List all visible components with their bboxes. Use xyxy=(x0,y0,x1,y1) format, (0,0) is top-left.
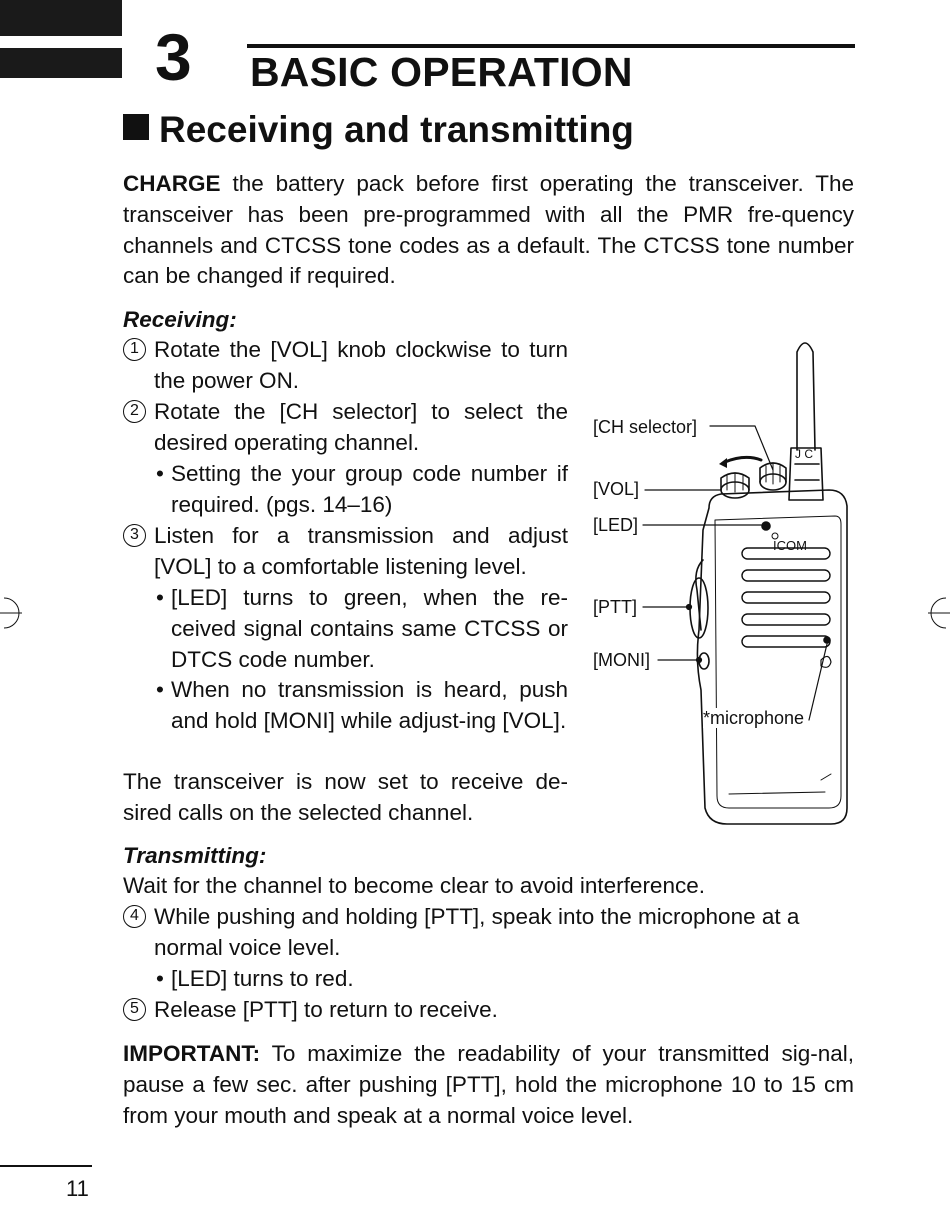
antenna-mark: J C xyxy=(795,447,813,461)
chapter-title: BASIC OPERATION xyxy=(250,49,633,95)
chapter-tab-bottom xyxy=(0,48,122,78)
transceiver-illustration xyxy=(585,330,875,830)
receiving-step-2 xyxy=(123,397,568,459)
receiving-heading: Receiving: xyxy=(123,307,237,332)
receiving-step-3 xyxy=(123,521,568,583)
intro-paragraph xyxy=(123,169,854,292)
important-label: IMPORTANT: xyxy=(123,1041,261,1066)
label-microphone: *microphone xyxy=(703,708,805,728)
section-title xyxy=(123,110,634,151)
antenna xyxy=(797,343,815,450)
transceiver-diagram xyxy=(585,330,875,830)
step-text: Rotate the [VOL] knob clockwise to turn the power ON. xyxy=(154,337,568,393)
chapter-rule xyxy=(247,44,855,48)
footer-rule xyxy=(0,1165,92,1167)
chapter-tab-top xyxy=(0,0,122,36)
transmitting-intro: Wait for the channel to become clear to avoid interference. xyxy=(123,873,705,898)
step-number: 1 xyxy=(123,338,146,361)
transmitting-bullet: • [LED] turns to red. xyxy=(156,964,854,995)
speaker-grille xyxy=(742,548,830,647)
receiving-bullet-2: • [LED] turns to green, when the re-ceived signal contains same CTCSS or DTCS code number. xyxy=(156,583,568,675)
step-number: 2 xyxy=(123,400,146,423)
step-number: 3 xyxy=(123,524,146,547)
page-number: 11 xyxy=(66,1176,89,1201)
step-text: Release [PTT] to return to receive. xyxy=(154,997,498,1022)
label-ch-selector: [CH selector] xyxy=(593,417,698,437)
important-text: To maximize the readability of your transmitted sig-nal, pause a few sec. after pushing [PTT], hold the microphone 10 to 15 cm from your mouth and speak at a normal voice level. xyxy=(123,1041,854,1128)
step-text: Listen for a transmission and adjust [VOL] to a comfortable listening level. xyxy=(154,523,568,579)
intro-text: the battery pack before first operating the transceiver. The transceiver has been pre-programmed with all the PMR fre-quency channels and CTCSS tone codes as a default. The CTCSS tone number can be changed if required. xyxy=(123,171,854,289)
bullet-text: When no transmission is heard, push and hold [MONI] while adjust-ing [VOL]. xyxy=(171,677,568,733)
leader-lines xyxy=(643,426,827,720)
bullet-text: [LED] turns to green, when the re-ceived signal contains same CTCSS or DTCS code number. xyxy=(171,585,568,672)
label-ptt: [PTT] xyxy=(593,597,637,617)
label-vol: [VOL] xyxy=(593,479,640,499)
transmitting-heading: Transmitting: xyxy=(123,843,267,868)
led-indicator xyxy=(762,522,770,530)
step-text: Rotate the [CH selector] to select the desired operating channel. xyxy=(154,399,568,455)
receiving-bullet-1: • Setting the your group code number if required. (pgs. 14–16) xyxy=(156,459,568,521)
registration-mark-left xyxy=(0,596,22,630)
step-text: While pushing and holding [PTT], speak into the microphone at a normal voice level. xyxy=(154,904,800,960)
chapter-number: 3 xyxy=(155,20,192,94)
bullet-text: [LED] turns to red. xyxy=(171,966,354,991)
step-number: 4 xyxy=(123,905,146,928)
section-title-text: Receiving and transmitting xyxy=(159,109,634,150)
transmitting-step-4 xyxy=(123,902,854,964)
important-note xyxy=(123,1039,854,1131)
receiving-closing: The transceiver is now set to receive de-sired calls on the selected channel. xyxy=(123,769,568,825)
microphone-hole xyxy=(824,637,830,643)
brand-logo: ICOM xyxy=(773,538,807,553)
section-square-icon xyxy=(123,114,149,140)
rotate-arrow-icon xyxy=(725,457,761,462)
registration-mark-right xyxy=(928,596,950,630)
bullet-text: Setting the your group code number if required. (pgs. 14–16) xyxy=(171,461,568,517)
intro-lead: CHARGE xyxy=(123,171,221,196)
receiving-bullet-3: • When no transmission is heard, push and hold [MONI] while adjust-ing [VOL]. xyxy=(156,675,568,737)
label-moni: [MONI] xyxy=(593,650,650,670)
transmitting-step-5 xyxy=(123,995,854,1026)
step-number: 5 xyxy=(123,998,146,1021)
label-led: [LED] xyxy=(593,515,639,535)
receiving-step-1 xyxy=(123,335,568,397)
